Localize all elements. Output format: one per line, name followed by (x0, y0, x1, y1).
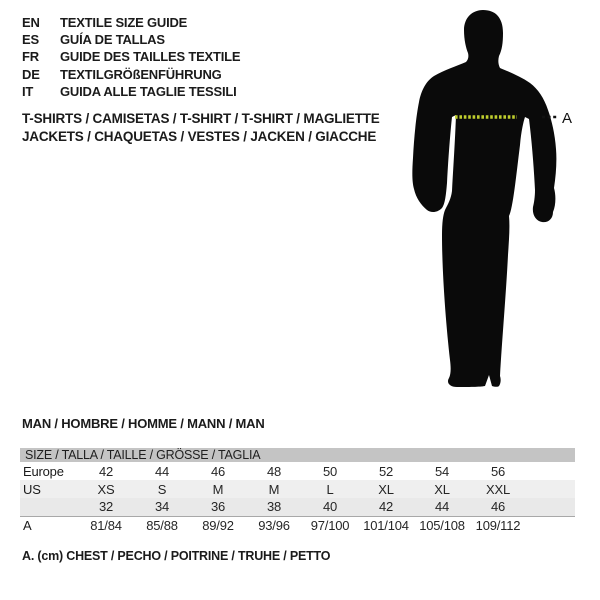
row-label: US (23, 481, 41, 497)
measure-footnote: A. (cm) CHEST / PECHO / POITRINE / TRUHE / PETTO (22, 549, 331, 563)
size-cell: 48 (266, 463, 282, 479)
size-table-header-row (20, 448, 575, 462)
size-cell: 40 (322, 499, 338, 515)
size-cell: XL (378, 481, 394, 497)
size-cell: 109/112 (470, 516, 526, 534)
table-row-us (20, 480, 575, 498)
language-code: FR (22, 49, 39, 65)
table-row-europe (20, 462, 575, 480)
size-cell: 38 (266, 499, 282, 515)
size-cell: 105/108 (414, 516, 470, 534)
size-cell: 42 (378, 499, 394, 515)
section-title-man: MAN / HOMBRE / HOMME / MANN / MAN (22, 416, 265, 431)
size-cell: XL (434, 481, 450, 497)
size-cell: 34 (154, 499, 170, 515)
size-cell: L (326, 481, 334, 497)
row-label (20, 498, 78, 516)
spacer-cell (526, 462, 575, 480)
size-cell: XS (97, 481, 115, 497)
size-cell: 85/88 (134, 516, 190, 534)
size-cell: 52 (378, 463, 394, 479)
size-table-header: SIZE / TALLA / TAILLE / GRÖSSE / TAGLIA (20, 448, 575, 462)
language-label: GUIDE DES TAILLES TEXTILE (60, 49, 241, 65)
language-row-en (22, 14, 240, 31)
size-cell: 46 (490, 499, 506, 515)
size-cell: 50 (322, 463, 338, 479)
size-cell: M (212, 481, 224, 497)
size-cell: 89/92 (190, 516, 246, 534)
size-cell: 93/96 (246, 516, 302, 534)
language-code: ES (22, 32, 39, 48)
row-label: A (20, 516, 78, 534)
measure-label-a: A (562, 110, 573, 127)
size-cell: 56 (490, 463, 506, 479)
language-label: GUÍA DE TALLAS (60, 32, 165, 48)
size-cell: 101/104 (358, 516, 414, 534)
table-row-chest (20, 516, 575, 534)
size-cell: S (157, 481, 167, 497)
size-cell: 81/84 (78, 516, 134, 534)
language-row-de (22, 66, 240, 83)
man-silhouette-figure (400, 5, 580, 395)
garment-categories (22, 110, 380, 146)
size-cell: XXL (486, 481, 510, 497)
size-cell: 42 (98, 463, 114, 479)
category-line-tshirts: T-SHIRTS / CAMISETAS / T-SHIRT / T-SHIRT / MAGLIETTE (22, 111, 380, 126)
category-line-jackets: JACKETS / CHAQUETAS / VESTES / JACKEN / GIACCHE (22, 129, 377, 144)
language-list (22, 14, 240, 100)
language-row-it (22, 83, 240, 100)
size-cell: 97/100 (302, 516, 358, 534)
size-cell: 36 (210, 499, 226, 515)
spacer-cell (526, 498, 575, 516)
size-cell: 44 (154, 463, 170, 479)
row-label: Europe (23, 463, 64, 479)
language-code: IT (22, 83, 34, 99)
language-label: GUIDA ALLE TAGLIE TESSILI (60, 83, 237, 99)
size-table (20, 448, 575, 534)
size-cell: 54 (434, 463, 450, 479)
language-code: DE (22, 66, 40, 82)
man-silhouette (412, 10, 556, 387)
language-label: TEXTILGRÖßENFÜHRUNG (60, 66, 222, 82)
language-row-fr (22, 48, 240, 65)
spacer-cell (526, 480, 575, 498)
language-label: TEXTILE SIZE GUIDE (60, 15, 188, 30)
spacer-cell (526, 516, 575, 534)
language-row-es (22, 31, 240, 48)
size-cell: 44 (434, 499, 450, 515)
size-cell: 46 (210, 463, 226, 479)
language-code: EN (22, 15, 40, 30)
size-cell: 32 (98, 499, 114, 515)
table-row-numeric (20, 498, 575, 516)
size-cell: M (268, 481, 280, 497)
